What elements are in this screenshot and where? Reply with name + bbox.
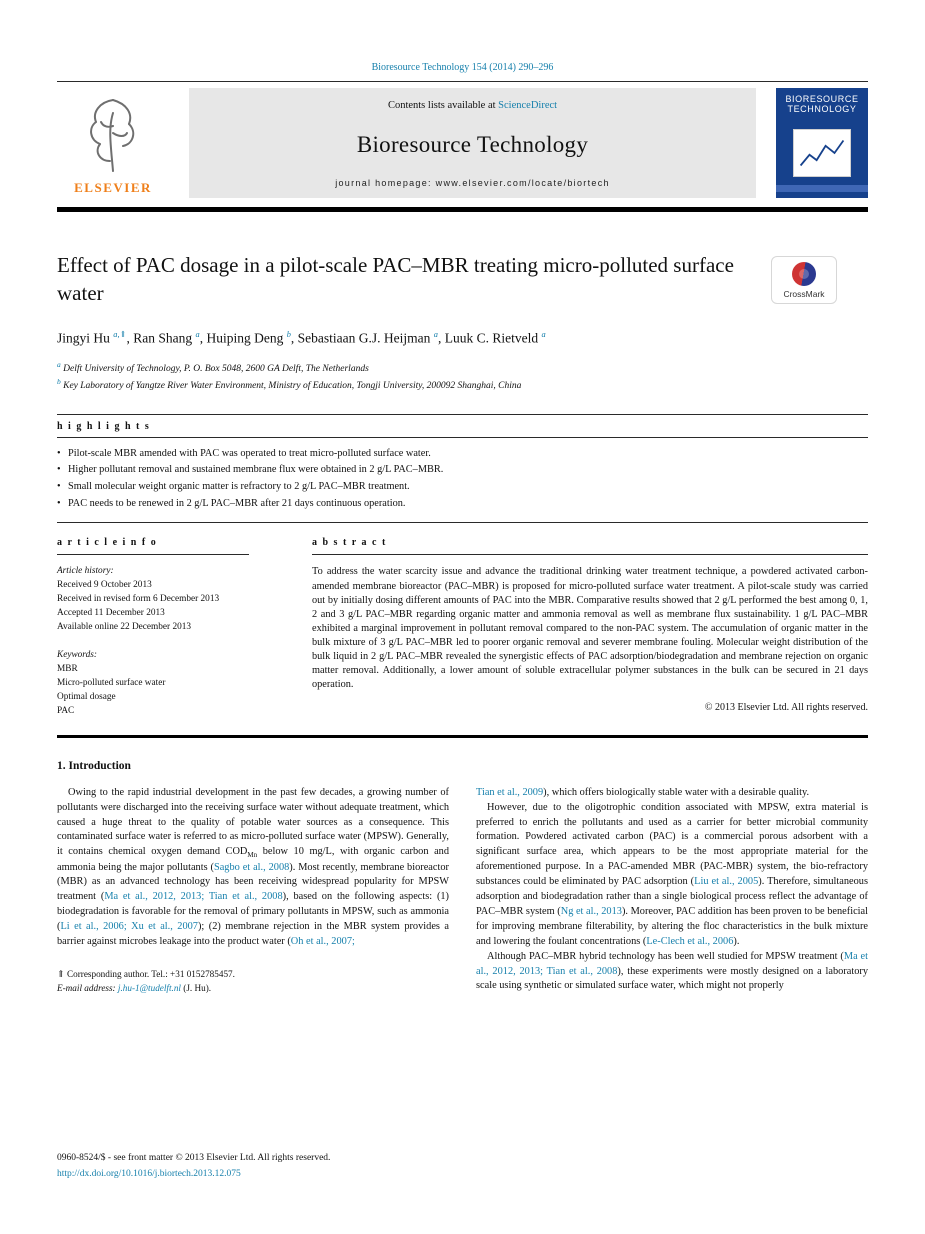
- cover-chart-image: [793, 129, 851, 177]
- article-history: [57, 565, 249, 635]
- body-paragraph: Owing to the rapid industrial development in the past few decades, a growing number of pollutants were discharged into the receiving surface water without adequate treatment, which caused a huge threat to the quality of potable water sources as a consequence. This contaminated surface water is referred to as micro-polluted surface water (MPSW). Generally, it contains chemical oxygen demand $COD_{Mn}$ below 10 mg/L, with organic carbon and ammonia being the major pollutants (Sagbo et al., 2008). Most recently, membrane bioreactor (MBR) as an advanced technology has been receiving widespread popularity for MPSW treatment (Ma et al., 2012, 2013; Tian et al., 2008), based on the following aspects: (1) biodegradation is favorable for the removal of primary pollutants in MPSW, such as ammonia (Li et al., 2006; Xu et al., 2007); (2) membrane rejection in the MBR system provides a barrier against microbes leakage into the product water (Oh et al., 2007;: [57, 786, 450, 948]
- email-line: [57, 982, 449, 996]
- highlight-item: • Pilot-scale MBR amended with PAC was operated to treat micro-polluted surface water.: [57, 446, 868, 463]
- crossmark-label: CrossMark: [783, 289, 825, 299]
- email-suffix: (J. Hu).: [180, 982, 212, 993]
- section-rule: [57, 735, 868, 738]
- citation-link[interactable]: Le-Clech et al., 2006: [646, 935, 734, 947]
- divider: [57, 81, 868, 82]
- doi-link[interactable]: http://dx.doi.org/10.1016/j.biortech.2013.12.075: [57, 1168, 241, 1179]
- article-title: Effect of PAC dosage in a pilot-scale PAC–MBR treating micro-polluted surface water: [57, 253, 734, 305]
- article-info-column: [57, 537, 249, 718]
- keywords: [57, 649, 249, 719]
- citation-link[interactable]: Tian et al., 2009: [476, 786, 544, 798]
- journal-cover-thumbnail[interactable]: [776, 88, 868, 198]
- crossmark-icon: [792, 262, 816, 286]
- highlight-item: • Higher pollutant removal and sustained membrane flux were obtained in 2 g/L PAC–MBR.: [57, 462, 868, 479]
- journal-citation-link[interactable]: Bioresource Technology 154 (2014) 290–296: [371, 62, 554, 73]
- body-paragraph: Tian et al., 2009), which offers biologically stable water with a desirable quality.: [476, 786, 810, 798]
- citation-link[interactable]: Oh et al., 2007;: [290, 936, 355, 948]
- citation-link[interactable]: Liu et al., 2005: [694, 876, 759, 888]
- citation-link[interactable]: Ma et al., 2012, 2013; Tian et al., 2008: [104, 891, 283, 903]
- highlights-heading: h i g h l i g h t s: [57, 420, 151, 432]
- affiliation-b-sup: b: [57, 377, 61, 387]
- body-paragraph: Although PAC–MBR hybrid technology has been well studied for MPSW treatment (Ma et al., 2012, 2013; Tian et al., 2008), these experiments were mostly designed on a laboratory scale using synthetic or simulated surface water, which might not properly: [476, 950, 869, 992]
- keyword: MBR: [57, 664, 78, 675]
- email-label: E-mail address:: [57, 982, 118, 993]
- citation-link[interactable]: Sagbo et al., 2008: [213, 861, 290, 873]
- divider: [57, 522, 868, 523]
- cover-title-line1: BIORESOURCE: [785, 94, 859, 104]
- journal-header: [57, 88, 868, 198]
- body-column-right: [476, 786, 868, 996]
- affiliation-a-sup: a: [57, 359, 61, 369]
- affiliations: [57, 359, 868, 394]
- affiliation-a-text: Delft University of Technology, P. O. Box 5048, 2600 GA Delft, The Netherlands: [60, 364, 369, 375]
- corresponding-author-footnote: [57, 968, 449, 996]
- citation-link[interactable]: Ma et al., 2012, 2013; Tian et al., 2008: [476, 950, 869, 977]
- sciencedirect-link[interactable]: ScienceDirect: [498, 100, 558, 111]
- email-link[interactable]: j.hu-1@tudelft.nl: [117, 982, 181, 993]
- first-page-footer: [57, 1150, 330, 1182]
- elsevier-tree-icon: [80, 95, 146, 178]
- section-heading-introduction: 1. Introduction: [57, 759, 131, 772]
- abstract-text: To address the water scarcity issue and advance the traditional drinking water treatment technique, a powdered activated carbon-amended membrane bioreactor (PAC–MBR) is proposed for micro-polluted surface water treatment. A pilot-scale study was carried out by initially dosing different amounts of PAC into the MBR. Comparative results showed that 2 g/L performed the best among 0, 1, 2 and 3 g/L PAC–MBR regarding organic matter and ammonia removal as well as membrane flux sustainability. 1 g/L PAC–MBR exhibited a marginal improvement in pollutant removal compared to the non-PAC system. The accumulation of organic matter in the bulk mixture of 3 g/L PAC–MBR led to poorer organic removal and severer membrane fouling. Molecular weight distribution of the bulk liquid in 2 g/L PAC–MBR revealed the synergistic effects of PAC adsorption/biodegradation and membrane rejection on organic matter removal. Additionally, a lower amount of soluble extracellular polymer substances in the bulk can be secured in 21 days operation.: [312, 566, 868, 691]
- journal-title: Bioresource Technology: [356, 131, 589, 157]
- journal-masthead: [189, 88, 756, 198]
- article-history-label: Article history:: [57, 566, 114, 577]
- highlight-item: • Small molecular weight organic matter is refractory to 2 g/L PAC–MBR treatment.: [57, 479, 868, 496]
- divider: [57, 554, 249, 555]
- issn-copyright-line: 0960-8524/$ - see front matter © 2013 Elsevier Ltd. All rights reserved.: [57, 1152, 331, 1163]
- affiliation-b-text: Key Laboratory of Yangtze River Water Environment, Ministry of Education, Tongji University, 200092 Shanghai, China: [60, 381, 522, 392]
- elsevier-wordmark: ELSEVIER: [74, 180, 152, 195]
- elsevier-logo[interactable]: [57, 88, 169, 198]
- journal-homepage-link[interactable]: journal homepage: www.elsevier.com/locate/biortech: [335, 178, 610, 188]
- keywords-label: Keywords:: [57, 650, 97, 661]
- header-rule: [57, 207, 868, 212]
- history-line: Received in revised form 6 December 2013: [57, 594, 220, 605]
- keyword: Optimal dosage: [57, 691, 116, 702]
- article-info-heading: a r t i c l e i n f o: [57, 537, 158, 549]
- abstract-heading: a b s t r a c t: [312, 537, 387, 549]
- highlights-list: [57, 446, 868, 513]
- keyword: PAC: [57, 705, 75, 716]
- keyword: Micro-polluted surface water: [57, 678, 166, 688]
- contents-line: [197, 100, 748, 111]
- history-line: Available online 22 December 2013: [57, 622, 192, 633]
- contents-prefix: Contents lists available at: [387, 100, 499, 111]
- affiliation-a: [57, 359, 868, 376]
- citation-link[interactable]: Ng et al., 2013: [560, 905, 622, 917]
- history-line: Accepted 11 December 2013: [57, 608, 165, 619]
- citation-link[interactable]: Li et al., 2006; Xu et al., 2007: [60, 921, 198, 933]
- affiliation-b: [57, 376, 868, 393]
- history-line: Received 9 October 2013: [57, 580, 152, 591]
- author-list: Jingyi Hu $^{a,⇑}$, Ran Shang $^a$, Huiping Deng $^b$, Sebastiaan G.J. Heijman $^a$, Luuk C. Rietveld $^a$: [57, 330, 546, 346]
- crossmark-badge[interactable]: [771, 256, 837, 304]
- abstract-column: [312, 537, 868, 718]
- body-column-left: [57, 786, 449, 996]
- divider: [312, 554, 868, 555]
- body-columns: [57, 786, 868, 996]
- highlight-item: • PAC needs to be renewed in 2 g/L PAC–MBR after 21 days continuous operation.: [57, 496, 868, 513]
- cover-bottom-band: [776, 185, 868, 192]
- body-paragraph: However, due to the oligotrophic condition associated with MPSW, extra material is preferred to enrich the pollutants and used as a carrier for better microbial community formation. Powdered activated carbon (PAC) is a commercial porous adsorbent with a significant surface area, which appears to be the most appropriate material for the aforementioned purpose. In a PAC-amended MBR (PAC-MBR) system, the bio-refractory substances could be eliminated by PAC adsorption (Liu et al., 2005). Therefore, simultaneous adsorption and biodegradation rather than a single biological process reflect the advantage of PAC–MBR system (Ng et al., 2013). Moreover, PAC addition has been proven to be beneficial for improving membrane filterability, by altering the floc characteristics in the bulk mixture and lowering the foulant concentrations (Le-Clech et al., 2006).: [476, 801, 868, 947]
- copyright-line: © 2013 Elsevier Ltd. All rights reserved.: [704, 702, 868, 714]
- divider: [57, 437, 868, 438]
- corresponding-author-line: ⇑ Corresponding author. Tel.: +31 0152785457.: [57, 968, 235, 979]
- cover-title-line2: TECHNOLOGY: [787, 104, 857, 115]
